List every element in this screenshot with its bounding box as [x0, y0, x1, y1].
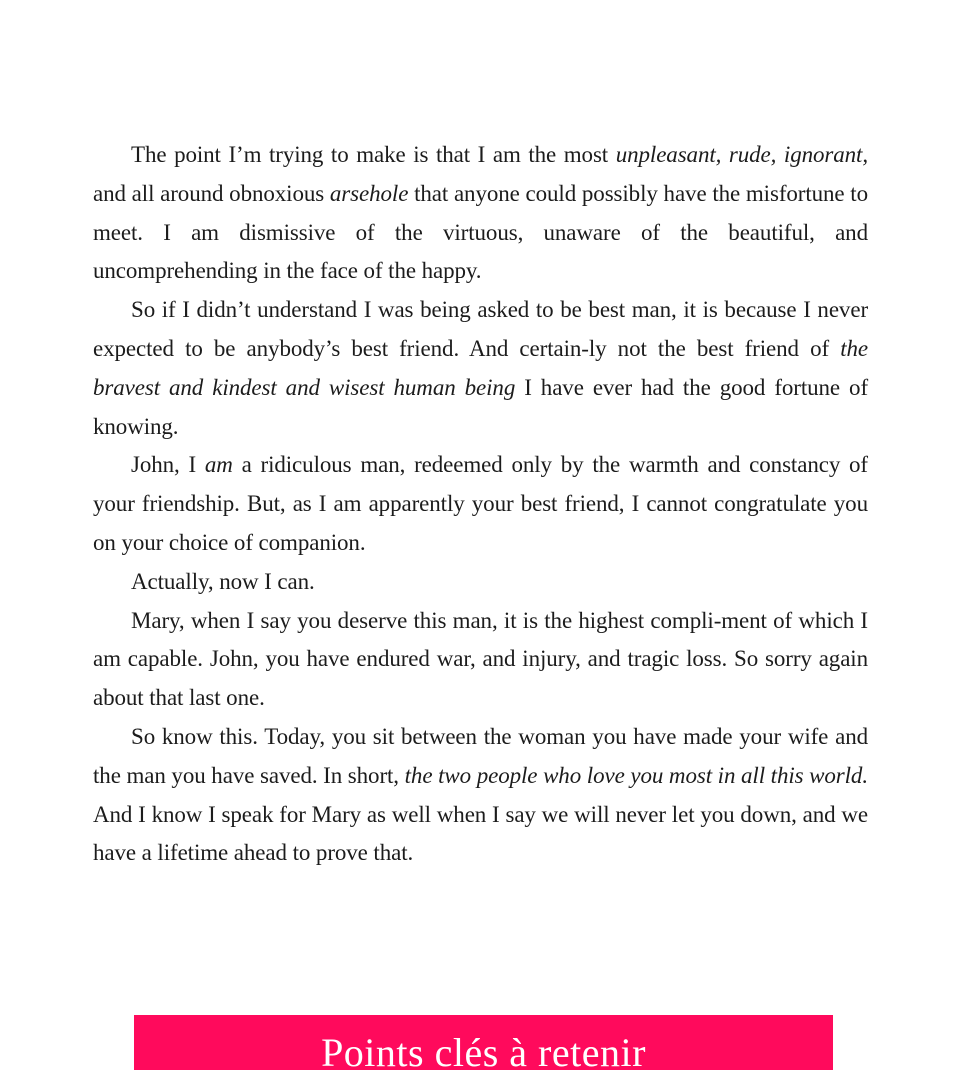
banner-title: Points clés à retenir	[321, 1030, 646, 1070]
text-run: So know this. Today, you sit between the woman you have made your wife and the man you have saved. In short,	[93, 723, 868, 788]
text-run: Mary, when I say you deserve this man, it is the highest compli-ment of which I am capable. John, you have endured war, and injury, and tragic loss. So sorry again about that last one.	[93, 607, 868, 711]
paragraph	[93, 563, 868, 602]
text-run: So if I didn’t understand I was being asked to be best man, it is because I never expected to be anybody’s best friend. And certain-ly not the best friend of	[93, 297, 868, 361]
text-run: and all around obnoxious	[93, 180, 330, 206]
text-run: I have ever had the good fortune of knowing.	[93, 374, 869, 439]
key-points-banner	[134, 1015, 833, 1070]
document-body	[93, 136, 868, 873]
text-run: The point I’m trying to make is that I am the most	[131, 142, 616, 167]
italic-run: the two people who love you most in all this world.	[404, 762, 868, 788]
text-run: John, I	[131, 452, 205, 478]
paragraph	[93, 136, 868, 291]
paragraph	[93, 291, 868, 446]
italic-run: the bravest and kindest and wisest human being	[93, 335, 868, 400]
paragraph	[93, 602, 868, 718]
paragraph	[93, 718, 868, 873]
italic-run: am	[204, 452, 233, 478]
text-run: that anyone could possibly have the misfortune to meet. I am dismissive of the virtuous, unaware of the beautiful, and uncomprehending in the face of the happy.	[93, 180, 869, 284]
paragraph	[93, 446, 868, 562]
italic-run: arsehole	[329, 180, 409, 206]
italic-run: unpleasant, rude, ignorant,	[615, 142, 868, 167]
text-run: And I know I speak for Mary as well when I say we will never let you down, and we have a lifetime ahead to prove that.	[93, 801, 868, 866]
text-run: a ridiculous man, redeemed only by the warmth and constancy of your friendship. But, as I am apparently your best friend, I cannot congratulate you on your choice of companion.	[93, 452, 868, 555]
text-run: Actually, now I can.	[131, 568, 315, 594]
